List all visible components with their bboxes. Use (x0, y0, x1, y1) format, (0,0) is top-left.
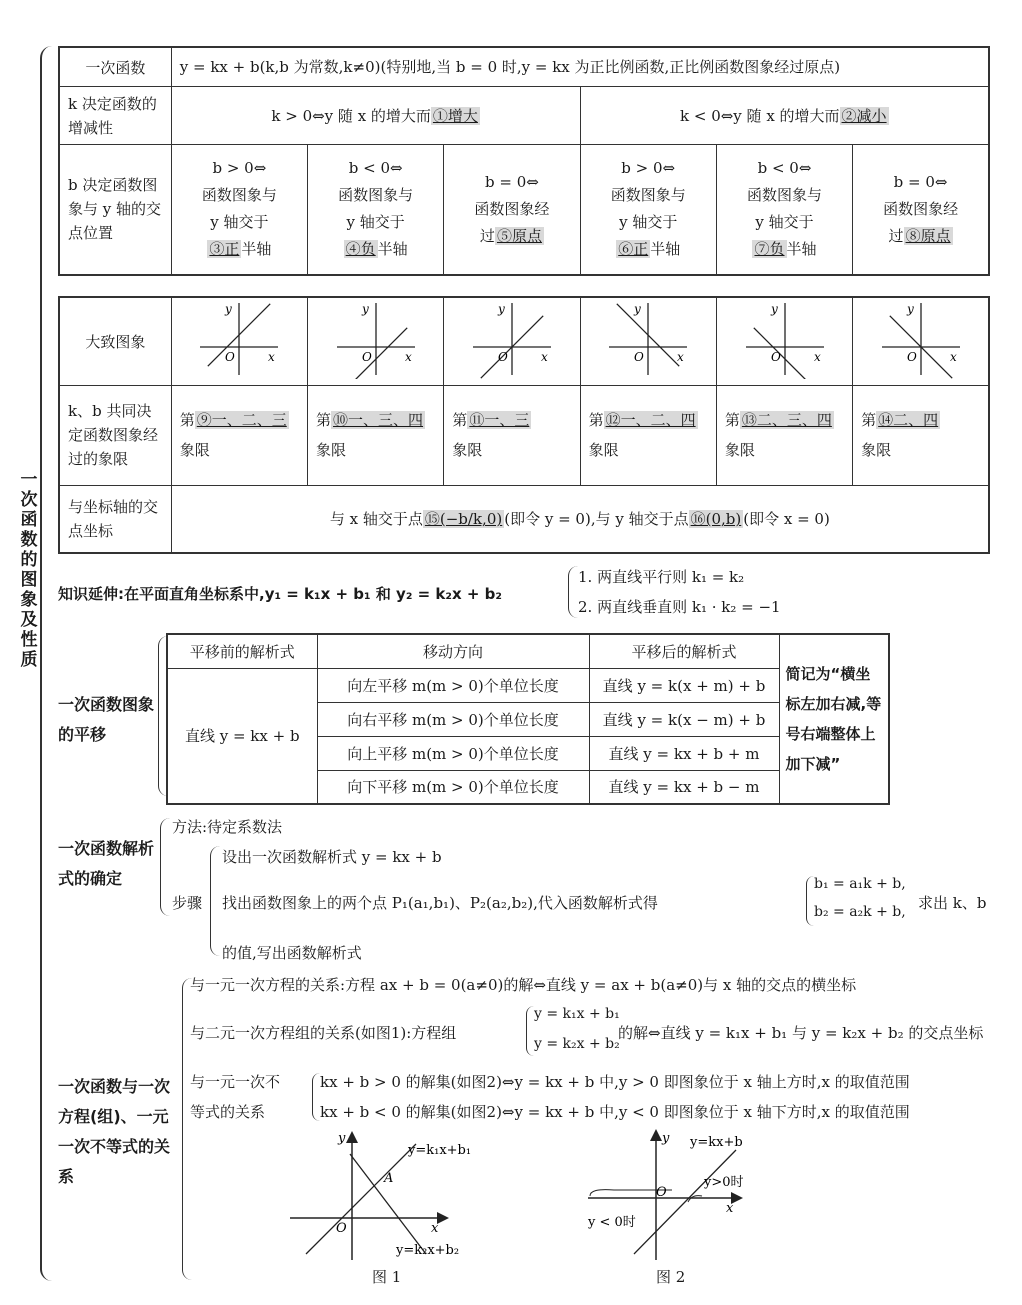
r2-right-text: k < 0⇔y 随 x 的增大而 (680, 107, 840, 125)
cell-line: b < 0⇔ (348, 159, 403, 178)
quadrant-cell-1 (171, 385, 307, 485)
answer-8: ⑧原点 (905, 226, 951, 245)
answer-9: ⑨一、二、三 (196, 411, 287, 429)
answer-7: ⑦负 (754, 240, 785, 259)
relation-line-2-tail: 的解⇔直线 y = k₁x + b₁ 与 y = k₂x + b₂ 的交点坐标 (618, 1024, 984, 1042)
quadrant-cell-2 (308, 385, 444, 485)
intercept-cell (171, 485, 989, 553)
mini-origin-label: O (361, 350, 372, 365)
header-direction: 移动方向 (317, 634, 589, 668)
translation-table (166, 633, 890, 805)
intercept-mid: (即令 y = 0),与 y 轴交于点 (504, 510, 689, 529)
mini-origin-label: O (906, 350, 917, 365)
cell-line: y 轴交于 (755, 213, 814, 232)
q-post: 象限 (588, 441, 619, 459)
translation-note: 简记为“横坐标左加右减,等号右端整体上加下减” (779, 634, 889, 804)
cell-line: 函数图象经 (883, 199, 959, 218)
direction-cell: 向右平移 m(m > 0)个单位长度 (317, 702, 589, 736)
graph-4 (603, 299, 693, 379)
cell-line: y 轴交于 (210, 213, 269, 232)
quadrant-row-label: k、b 共同决定函数图象经过的象限 (59, 385, 171, 485)
mini-x-label: x (949, 350, 957, 365)
ineq-label-2: 等式的关系 (190, 1103, 266, 1121)
after-cell: 直线 y = kx + b − m (589, 770, 779, 804)
relation-line-2: 与二元一次方程组的关系(如图1):方程组 (190, 1024, 457, 1042)
mini-origin-label: O (634, 350, 645, 365)
fig2-line-label: y=kx+b (690, 1135, 743, 1150)
relations-label: 一次函数与一次方程(组)、一元一次不等式的关系 (58, 1077, 171, 1186)
answer-13: ⑬二、三、四 (741, 411, 832, 429)
r3-cell-5 (716, 145, 852, 275)
extension-item-1: 1. 两直线平行则 k₁ = k₂ (578, 568, 745, 586)
cell-line: b = 0⇔ (893, 172, 948, 191)
answer-2: ②减小 (841, 107, 887, 125)
mini-y-label: y (770, 302, 778, 317)
steps-brace (210, 846, 220, 956)
step-1: 设出一次函数解析式 y = kx + b (222, 848, 442, 866)
q-pre: 第 (452, 411, 468, 429)
extension-item-2: 2. 两直线垂直则 k₁ · k₂ = −1 (578, 598, 781, 616)
cell-line: 函数图象与 (610, 186, 686, 205)
extension-lead: 知识延伸:在平面直角坐标系中,y₁ = k₁x + b₁ 和 y₂ = k₂x + b₂ (58, 585, 502, 603)
answer-3: ③正 (209, 240, 240, 259)
determine-method: 方法:待定系数法 (172, 818, 283, 836)
q-post: 象限 (452, 441, 483, 459)
direction-cell: 向下平移 m(m > 0)个单位长度 (317, 770, 589, 804)
answer-16: ⑯(0,b) (690, 510, 742, 529)
mini-origin-label: O (497, 350, 508, 365)
fig1-line-1-label: y=k₁x+b₁ (408, 1143, 472, 1158)
r3-cell-3 (444, 145, 580, 275)
step-3: 的值,写出函数解析式 (222, 944, 362, 962)
r2-label: k 决定函数的增减性 (59, 87, 171, 145)
after-cell: 直线 y = k(x + m) + b (589, 668, 779, 702)
cell-line: y 轴交于 (619, 213, 678, 232)
graph-cell (308, 297, 444, 385)
q-pre: 第 (861, 411, 877, 429)
mini-origin-label: O (225, 350, 236, 365)
q-pre: 第 (316, 411, 332, 429)
extension-brace (568, 566, 578, 618)
direction-cell: 向左平移 m(m > 0)个单位长度 (317, 668, 589, 702)
fig1-line-1 (306, 1144, 416, 1254)
intercept-row-label: 与坐标轴的交点坐标 (59, 485, 171, 553)
r3-cell-4 (580, 145, 716, 275)
answer-5: ⑤原点 (496, 226, 542, 245)
after-cell: 直线 y = k(x − m) + b (589, 702, 779, 736)
cell-line: 函数图象与 (338, 186, 414, 205)
determine-label: 一次函数解析式的确定 (58, 839, 155, 888)
graph-5 (740, 299, 830, 379)
fig1-line-2 (350, 1154, 426, 1254)
cell-line: 函数图象与 (746, 186, 822, 205)
q-pre: 第 (724, 411, 740, 429)
mini-x-label: x (404, 350, 412, 365)
before-formula: 直线 y = kx + b (167, 668, 317, 804)
cell-line: 函数图象与 (201, 186, 277, 205)
mini-x-label: x (813, 350, 821, 365)
q-post: 象限 (316, 441, 347, 459)
ineq-label-1: 与一元一次不 (190, 1073, 281, 1091)
mini-y-label: y (634, 302, 641, 317)
fig1-origin-label: O (336, 1221, 347, 1236)
r3-cell-2 (308, 145, 444, 275)
r3-cell-1 (171, 145, 307, 275)
mini-y-label: y (225, 302, 233, 317)
header-before: 平移前的解析式 (167, 634, 317, 668)
graph-row-label: 大致图象 (59, 297, 171, 385)
steps-label: 步骤 (172, 894, 203, 912)
fig1-point-label: A (384, 1171, 394, 1186)
determine-brace (160, 818, 170, 916)
mini-y-label: y (497, 302, 505, 317)
answer-12: ⑫一、二、四 (605, 411, 696, 429)
figure-1-caption: 图 1 (372, 1268, 402, 1286)
q-pre: 第 (588, 411, 604, 429)
graph-cell (580, 297, 716, 385)
graph-cell (444, 297, 580, 385)
graph-2 (331, 299, 421, 379)
cell-tail: 半轴 (786, 240, 817, 259)
q-pre: 第 (179, 411, 195, 429)
after-cell: 直线 y = kx + b + m (589, 736, 779, 770)
fig2-line (634, 1150, 736, 1254)
ineq-brace (312, 1073, 320, 1121)
graph-cell (171, 297, 307, 385)
quadrant-cell-5 (716, 385, 852, 485)
cell-line: b = 0⇔ (485, 172, 539, 191)
step-2-tail: 求出 k、b (918, 894, 987, 912)
r3-label: b 决定函数图象与 y 轴的交点位置 (59, 145, 171, 275)
fig1-x-label: x (431, 1221, 439, 1236)
header-after: 平移后的解析式 (589, 634, 779, 668)
q-post: 象限 (724, 441, 755, 459)
mini-y-label: y (361, 302, 369, 317)
intercept-post: (即令 x = 0) (743, 510, 830, 529)
eq-2: b₂ = a₂k + b, (814, 904, 906, 920)
answer-10: ⑩一、三、四 (333, 411, 424, 429)
quadrant-cell-6 (853, 385, 989, 485)
graph-3 (467, 299, 557, 379)
cell-line: b > 0⇔ (621, 159, 676, 178)
relation-line-1: 与一元一次方程的关系:方程 ax + b = 0(a≠0)的解⇔直线 y = ax + b(a≠0)与 x 轴的交点的横坐标 (190, 976, 857, 994)
cell-line: b < 0⇔ (757, 159, 812, 178)
system-eq-2: y = k₂x + b₂ (534, 1036, 620, 1052)
figure-2-caption: 图 2 (656, 1268, 686, 1286)
fig2-negative-label: y < 0时 (588, 1215, 636, 1230)
mini-origin-label: O (770, 350, 781, 365)
mini-y-label: y (906, 302, 914, 317)
graph-1 (194, 299, 284, 379)
graph-cell (853, 297, 989, 385)
step-2: 找出函数图象上的两个点 P₁(a₁,b₁)、P₂(a₂,b₂),代入函数解析式得 (222, 894, 658, 912)
fig2-x-label: x (726, 1201, 734, 1216)
mini-x-label: x (677, 350, 684, 365)
cell-tail: 半轴 (377, 240, 408, 259)
r1-label: 一次函数 (59, 47, 171, 87)
figure-2 (584, 1126, 784, 1262)
cell-line: 过 (479, 226, 495, 245)
answer-4: ④负 (345, 240, 376, 259)
graph-cell (716, 297, 852, 385)
q-post: 象限 (179, 441, 210, 459)
cell-tail: 半轴 (650, 240, 681, 259)
cell-line: 函数图象经 (474, 199, 550, 218)
eq-brace (806, 876, 814, 926)
fig1-y-label: y (338, 1131, 346, 1146)
r3-cell-6 (853, 145, 989, 275)
figure-1 (286, 1126, 486, 1262)
mini-x-label: x (268, 350, 276, 365)
r2-left (171, 87, 580, 145)
answer-1: ①增大 (432, 107, 478, 125)
intercept-pre: 与 x 轴交于点 (329, 510, 423, 529)
fig2-y-label: y (662, 1131, 670, 1146)
cell-line: y 轴交于 (346, 213, 405, 232)
graph-6 (876, 299, 966, 379)
r2-left-text: k > 0⇔y 随 x 的增大而 (271, 107, 431, 125)
mini-x-label: x (540, 350, 548, 365)
graphs-table (58, 296, 990, 554)
answer-6: ⑥正 (618, 240, 649, 259)
r2-right (580, 87, 989, 145)
answer-14: ⑭二、四 (878, 411, 939, 429)
fig1-line-2-label: y=k₂x+b₂ (396, 1243, 460, 1258)
cell-line: b > 0⇔ (212, 159, 267, 178)
cell-line: 过 (888, 226, 904, 245)
translation-label: 一次函数图象的平移 (58, 695, 155, 744)
system-brace (526, 1006, 534, 1056)
ineq-2: kx + b < 0 的解集(如图2)⇔y = kx + b 中,y < 0 即图象位于 x 轴下方时,x 的取值范围 (320, 1103, 910, 1121)
answer-11: ⑪一、三 (469, 411, 530, 429)
system-eq-1: y = k₁x + b₁ (534, 1006, 620, 1022)
cell-tail: 半轴 (241, 240, 272, 259)
ineq-1: kx + b > 0 的解集(如图2)⇔y = kx + b 中,y > 0 即图象位于 x 轴上方时,x 的取值范围 (320, 1073, 910, 1091)
r1-text: y = kx + b(k,b 为常数,k≠0)(特别地,当 b = 0 时,y = kx 为正比例函数,正比例函数图象经过原点) (171, 47, 989, 87)
direction-cell: 向上平移 m(m > 0)个单位长度 (317, 736, 589, 770)
q-post: 象限 (861, 441, 892, 459)
quadrant-cell-4 (580, 385, 716, 485)
main-brace (40, 46, 54, 1281)
quadrant-cell-3 (444, 385, 580, 485)
fig2-origin-label: O (656, 1185, 667, 1200)
properties-table (58, 46, 990, 276)
answer-15: ⑮(−b/k,0) (424, 510, 503, 529)
eq-1: b₁ = a₁k + b, (814, 876, 906, 892)
side-title: 一次函数的图象及性质 (20, 470, 38, 670)
fig2-positive-label: y>0时 (704, 1175, 744, 1190)
